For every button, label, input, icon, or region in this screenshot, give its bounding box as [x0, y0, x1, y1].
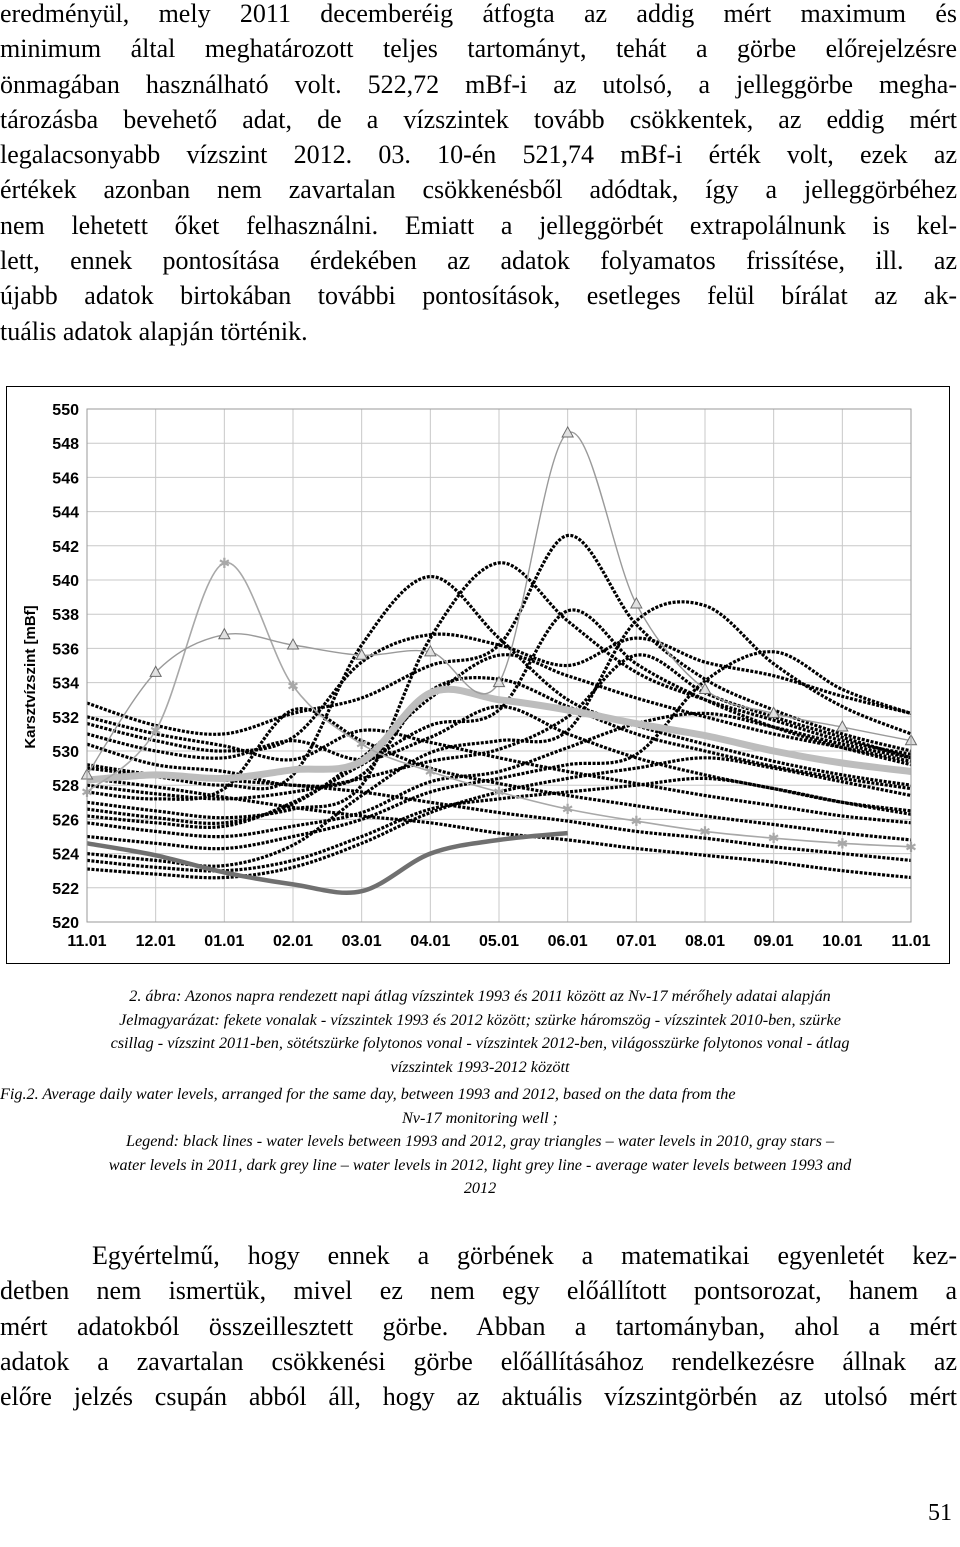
- caption-line: 2. ábra: Azonos napra rendezett napi átlag vízszintek 1993 és 2011 között az Nv-17 mérőhely adatai alapján: [129, 987, 831, 1005]
- data-point-star: ✱: [355, 737, 368, 754]
- x-tick-label: 12.01: [135, 933, 176, 950]
- text-line: eredményül, mely 2011 decemberéig átfogta az addig mért maximum és: [0, 0, 957, 28]
- y-tick-label: 520: [52, 915, 79, 932]
- y-tick-label: 532: [52, 709, 79, 727]
- data-point-star: ✱: [287, 679, 299, 696]
- x-tick-label: 11.01: [891, 933, 931, 950]
- x-tick-label: 02.01: [272, 933, 314, 950]
- body-paragraph-bottom: [0, 1238, 957, 1414]
- x-tick-label: 10.01: [822, 933, 863, 950]
- x-tick-label: 03.01: [341, 933, 382, 950]
- figure-caption-english: [0, 1083, 960, 1201]
- text-line: nem lehetett őket felhasználni. Emiatt a jelleggörbét extrapolálnunk is kel-: [0, 210, 957, 240]
- y-axis-label: Karsztvízszint [mBf]: [22, 605, 39, 749]
- y-tick-label: 538: [52, 607, 79, 625]
- y-tick-label: 530: [52, 744, 79, 761]
- x-tick-label: 04.01: [410, 933, 451, 950]
- data-point-star: ✱: [218, 555, 231, 572]
- figure-chart: [6, 386, 950, 964]
- x-tick-label: 08.01: [684, 933, 726, 950]
- text-line: minimum által meghatározott teljes tartományt, tehát a görbe előrejelzésre: [0, 34, 957, 64]
- x-tick-label: 09.01: [753, 933, 794, 950]
- data-point-star: ✱: [81, 785, 93, 802]
- data-point-star: ✱: [149, 723, 162, 740]
- y-tick-label: 536: [52, 641, 79, 659]
- data-point-star: ✱: [699, 824, 711, 841]
- text-line: előre jelzés csupán abból áll, hogy az aktuális vízszintgörbén az utolsó mért: [0, 1382, 957, 1412]
- x-tick-label: 06.01: [547, 933, 588, 950]
- text-line: mért adatokból összeillesztett görbe. Abban a tartományban, ahol a mért: [0, 1311, 957, 1341]
- figure-caption-hungarian: [0, 985, 960, 1079]
- caption-line: Legend: black lines - water levels between 1993 and 2012, gray triangles – water levels in 2010, gray stars –: [125, 1132, 835, 1150]
- text-line: Egyértelmű, hogy ennek a görbének a matematikai egyenletét kez-: [92, 1241, 957, 1270]
- text-line: tározásba bevehető adat, de a vízszintek tovább csökkentek, az eddig mért: [0, 104, 957, 134]
- caption-line: 2012: [463, 1179, 497, 1197]
- data-point-triangle: [631, 598, 642, 608]
- data-point-star: ✱: [767, 831, 780, 848]
- y-tick-label: 544: [52, 504, 79, 522]
- y-tick-label: 548: [52, 436, 79, 454]
- x-tick-label: 07.01: [616, 933, 657, 950]
- x-tick-label: 11.01: [67, 933, 107, 950]
- text-line: önmagában használható volt. 522,72 mBf-i az utolsó, a jelleggörbe megha-: [0, 69, 957, 99]
- data-point-star: ✱: [424, 764, 437, 781]
- body-paragraph-top: [0, 0, 957, 349]
- caption-line: water levels in 2011, dark grey line – water levels in 2012, light grey line - average water levels between 1993 and: [108, 1155, 852, 1174]
- data-point-star: ✱: [630, 814, 643, 831]
- y-tick-label: 550: [52, 402, 79, 419]
- y-tick-label: 542: [52, 538, 79, 556]
- data-point-star: ✱: [836, 836, 849, 853]
- y-tick-label: 546: [52, 470, 79, 488]
- data-point-triangle: [494, 677, 505, 687]
- text-line: legalacsonyabb vízszint 2012. 03. 10-én 521,74 mBf-i érték volt, ezek az: [0, 140, 957, 170]
- x-tick-label: 05.01: [478, 933, 520, 950]
- y-tick-label: 540: [52, 573, 79, 590]
- data-point-star: ✱: [905, 839, 917, 856]
- y-tick-label: 522: [52, 880, 79, 898]
- data-point-star: ✱: [493, 785, 505, 802]
- caption-line: csillag - vízszint 2011-ben, sötétszürke folytonos vonal - vízszintek 2012-ben, világosszürke folytonos vonal - átlag: [110, 1034, 850, 1052]
- chart-axes: [52, 402, 930, 950]
- caption-line: Jelmagyarázat: fekete vonalak - vízszintek 1993 és 2012 között; szürke háromszög - vízszintek 2010-ben, szürke: [119, 1010, 841, 1029]
- chart-grid: [87, 409, 911, 922]
- text-line: detben nem ismertük, mivel ez nem egy előállított pontsorozat, hanem a: [0, 1276, 957, 1306]
- data-point-star: ✱: [561, 802, 574, 819]
- y-tick-label: 526: [52, 812, 79, 830]
- caption-line: Nv-17 monitoring well ;: [401, 1108, 559, 1127]
- text-line: tuális adatok alapján történik.: [0, 316, 308, 346]
- text-line: újabb adatok birtokában további pontosítások, esetleges felül bírálat az ak-: [0, 281, 957, 311]
- text-line: értékek azonban nem zavartalan csökkenésből adódtak, így a jelleggörbéhez: [0, 175, 957, 205]
- y-tick-label: 524: [52, 846, 79, 864]
- y-tick-label: 534: [52, 675, 79, 693]
- caption-line: vízszintek 1993-2012 között: [390, 1057, 570, 1076]
- text-line: lett, ennek pontosítása érdekében az adatok folyamatos frissítése, ill. az: [0, 246, 957, 276]
- x-tick-label: 01.01: [204, 933, 245, 950]
- water-level-chart: [7, 387, 949, 963]
- page-number: 51: [928, 1500, 952, 1526]
- text-line: adatok a zavartalan csökkenési görbe előállításához rendelkezésre állnak az: [0, 1346, 957, 1376]
- caption-line: Fig.2. Average daily water levels, arranged for the same day, between 1993 and 2012, based on the data from the: [0, 1085, 736, 1103]
- y-tick-label: 528: [52, 778, 79, 796]
